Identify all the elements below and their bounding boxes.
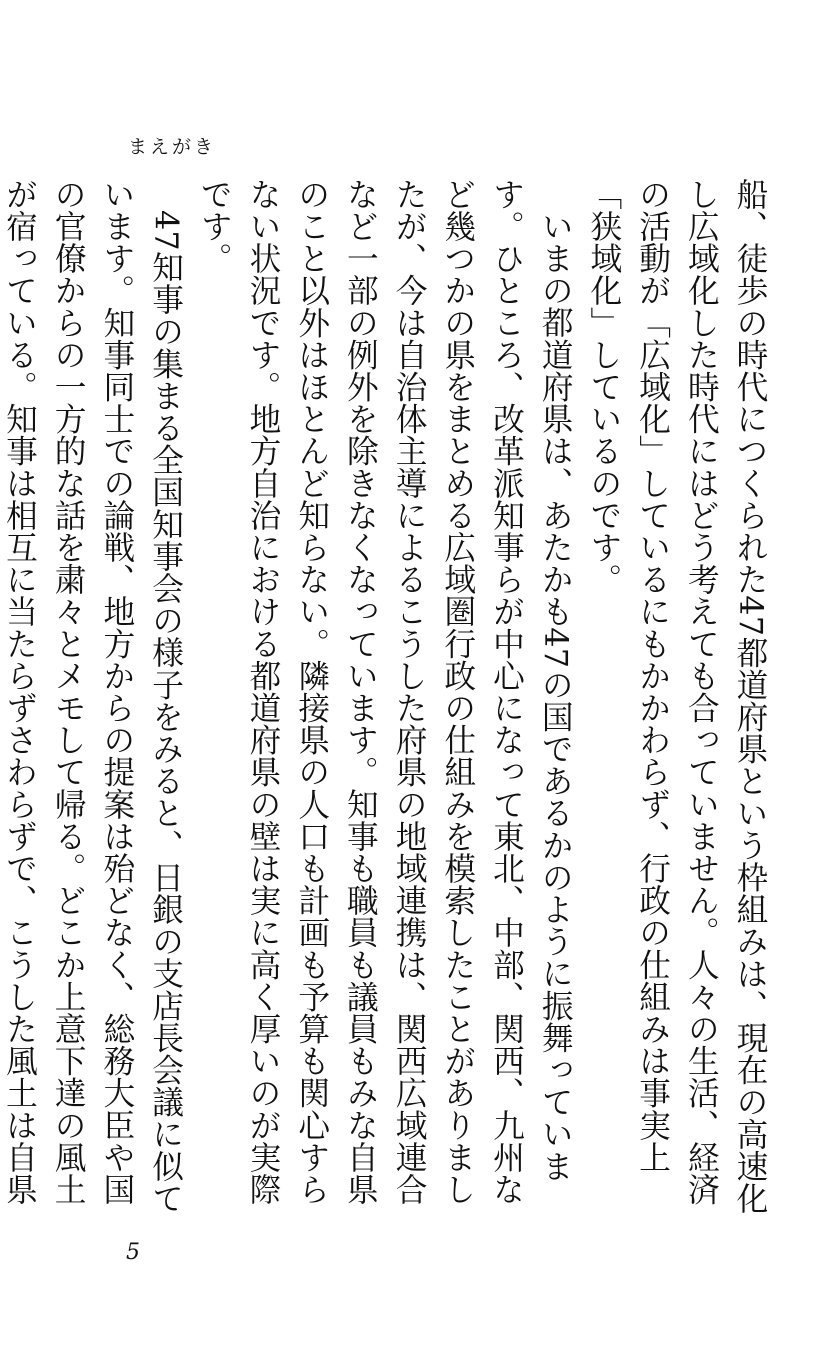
page-header-title: まえがき: [128, 136, 217, 158]
paragraph: 47知事の集まる全国知事会の様子をみると、日銀の支店長会議に似ています。知事同士での論戦、地方からの提案は殆どなく、総務大臣や国の官僚からの一方的な話を粛々とメモして帰る。どこか上意下達の風土が宿っている。知事は相互に当たらずさわらずで、こうした風土は自県: [1, 178, 184, 1214]
paragraph: いまの都道府県は、あたかも47の国であるかのように振舞っています。ひところ、改革派知事らが中心になって東北、中部、関西、九州など幾つかの県をまとめる広域圏行政の仕組みを模索したことがありましたが、今は自治体主導によるこうした府県の地域連携は、関西広域連合など一部の例外を除きなくなっています。知事も職員も議員もみな自県のこと以外はほとんど知らない。隣接県の人口も計画も予算も関心すらない状況です。地方自治における都道府県の壁は実に高く厚いのが実際です。: [196, 178, 574, 1206]
body-text-vertical: [1, 178, 774, 1218]
paragraph: 船、徒歩の時代につくられた47都道府県という枠組みは、現在の高速化し広域化した時代にはどう考えても合っていません。人々の生活、経済の活動が「広域化」しているにもかかわらず、行政の仕組みは事実上「狭域化」しているのです。: [585, 178, 768, 1215]
page-number: 5: [126, 1240, 140, 1265]
